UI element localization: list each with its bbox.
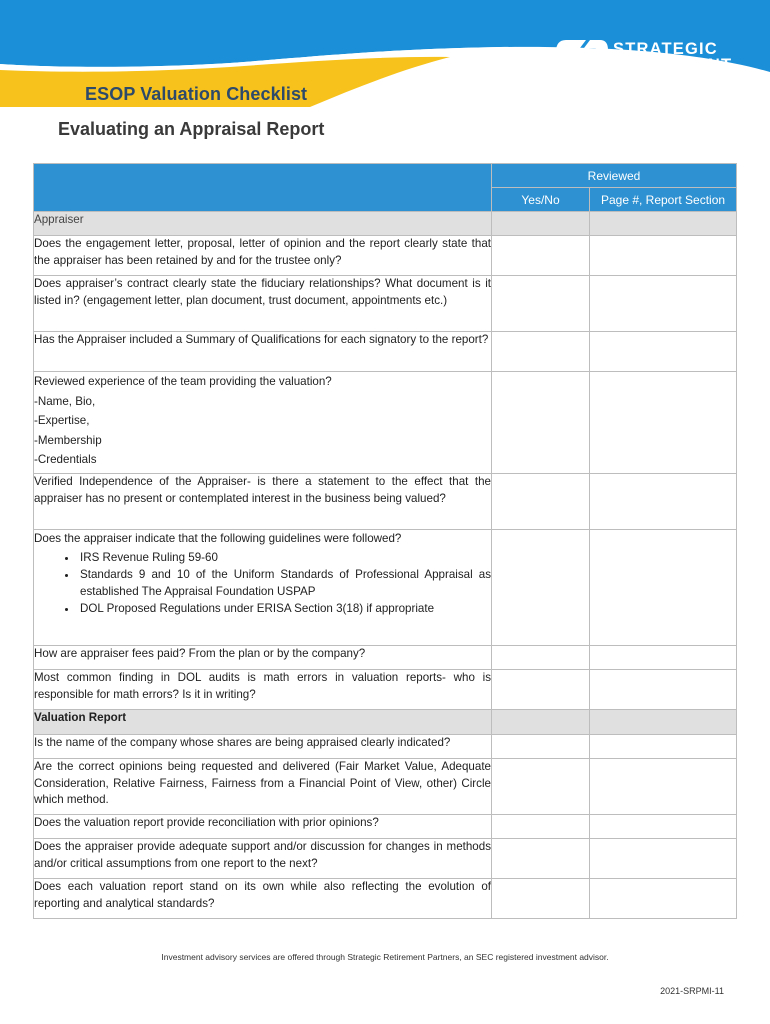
yes-no-cell[interactable] <box>492 759 590 815</box>
guidelines-lead: Does the appraiser indicate that the following guidelines were followed? <box>34 532 402 545</box>
section-row-valuation-report <box>34 710 737 735</box>
section-title: Valuation Report <box>34 710 492 735</box>
table-row <box>34 236 737 276</box>
section-row-appraiser <box>34 212 737 236</box>
document-title: ESOP Valuation Checklist <box>85 84 308 104</box>
header-blank-cell <box>34 164 492 212</box>
page-section-header: Page #, Report Section <box>590 188 737 212</box>
brand-line-3: PARTNERS <box>613 71 713 89</box>
table-row <box>34 839 737 879</box>
table-row <box>34 646 737 670</box>
srp-logo-icon <box>552 36 612 106</box>
table-row <box>34 372 737 474</box>
page-section-cell[interactable] <box>590 530 737 646</box>
page-section-cell[interactable] <box>590 759 737 815</box>
document-subtitle: Evaluating an Appraisal Report <box>58 119 325 139</box>
yes-no-cell[interactable] <box>492 815 590 839</box>
checklist-table <box>33 163 737 919</box>
guidelines-list <box>34 549 491 617</box>
question-text: Most common finding in DOL audits is math errors in valuation reports- who is responsible for math errors? Is it in writing? <box>34 670 492 710</box>
brand-name <box>613 42 732 89</box>
question-text: Does the engagement letter, proposal, letter of opinion and the report clearly state that the appraiser has been retained by and for the trustee only? <box>34 236 492 276</box>
experience-item: -Name, Bio, <box>34 394 96 408</box>
brand-line-2: RETIREMENT <box>613 55 733 74</box>
table-row <box>34 530 737 646</box>
yes-no-cell[interactable] <box>492 332 590 372</box>
table-row <box>34 815 737 839</box>
page-section-cell[interactable] <box>590 735 737 759</box>
question-text: Is the name of the company whose shares are being appraised clearly indicated? <box>34 735 492 759</box>
table-row <box>34 879 737 919</box>
table-row <box>34 332 737 372</box>
page-section-cell[interactable] <box>590 332 737 372</box>
yes-no-cell[interactable] <box>492 530 590 646</box>
question-text: How are appraiser fees paid? From the plan or by the company? <box>34 646 492 670</box>
brand-line-1: STRATEGIC <box>613 40 718 58</box>
page-section-cell[interactable] <box>590 372 737 474</box>
question-text: Verified Independence of the Appraiser- is there a statement to the effect that the appraiser has no present or contemplated interest in the business being valued? <box>34 474 492 530</box>
table-row <box>34 759 737 815</box>
list-item: • DOL Proposed Regulations under ERISA Section 3(18) if appropriate <box>78 600 491 617</box>
page-section-cell[interactable] <box>590 815 737 839</box>
table-row <box>34 276 737 332</box>
question-text: Does each valuation report stand on its own while also reflecting the evolution of reporting and analytical standards? <box>34 879 492 919</box>
page-section-cell[interactable] <box>590 879 737 919</box>
page-section-cell[interactable] <box>590 474 737 530</box>
experience-item: -Expertise, <box>34 414 90 427</box>
table-row <box>34 735 737 759</box>
yes-no-cell[interactable] <box>492 646 590 670</box>
page-section-cell[interactable] <box>590 236 737 276</box>
yes-no-cell[interactable] <box>492 670 590 710</box>
question-text: Does the valuation report provide reconciliation with prior opinions? <box>34 815 492 839</box>
page-section-cell[interactable] <box>590 276 737 332</box>
table-row <box>34 474 737 530</box>
experience-item: -Membership <box>34 433 102 447</box>
page-section-cell[interactable] <box>590 839 737 879</box>
yes-no-cell[interactable] <box>492 276 590 332</box>
question-text: Has the Appraiser included a Summary of Qualifications for each signatory to the report? <box>34 332 492 372</box>
reviewed-header: Reviewed <box>492 164 737 188</box>
yes-no-header: Yes/No <box>492 188 590 212</box>
question-text <box>34 530 492 646</box>
experience-lead: Reviewed experience of the team providing the valuation? <box>34 375 332 388</box>
yes-no-cell[interactable] <box>492 879 590 919</box>
yes-no-cell[interactable] <box>492 735 590 759</box>
yes-no-cell[interactable] <box>492 372 590 474</box>
table-header-row <box>34 164 737 188</box>
question-text: Does appraiser’s contract clearly state the fiduciary relationships? What document is it listed in? (engagement letter, plan document, trust document, appointments etc.) <box>34 276 492 332</box>
table-row <box>34 670 737 710</box>
page-section-cell[interactable] <box>590 670 737 710</box>
document-code: 2021-SRPMI-11 <box>660 986 724 996</box>
yes-no-cell[interactable] <box>492 474 590 530</box>
list-item: • IRS Revenue Ruling 59-60 <box>78 549 491 566</box>
section-title: Appraiser <box>34 212 492 236</box>
question-text: Does the appraiser provide adequate support and/or discussion for changes in methods and/or critical assumptions from one report to the next? <box>34 839 492 879</box>
page-section-cell[interactable] <box>590 646 737 670</box>
yes-no-cell[interactable] <box>492 839 590 879</box>
footer-disclaimer: Investment advisory services are offered through Strategic Retirement Partners, an SEC registered investment advisor. <box>161 952 609 962</box>
question-text: Are the correct opinions being requested and delivered (Fair Market Value, Adequate Consideration, Relative Fairness, Fairness from a Financial Point of View, other) Circle which method. <box>34 759 492 815</box>
list-item: • Standards 9 and 10 of the Uniform Standards of Professional Appraisal as established The Appraisal Foundation USPAP <box>78 566 491 600</box>
yes-no-cell[interactable] <box>492 236 590 276</box>
experience-item: -Credentials <box>34 453 97 466</box>
question-text <box>34 372 492 474</box>
